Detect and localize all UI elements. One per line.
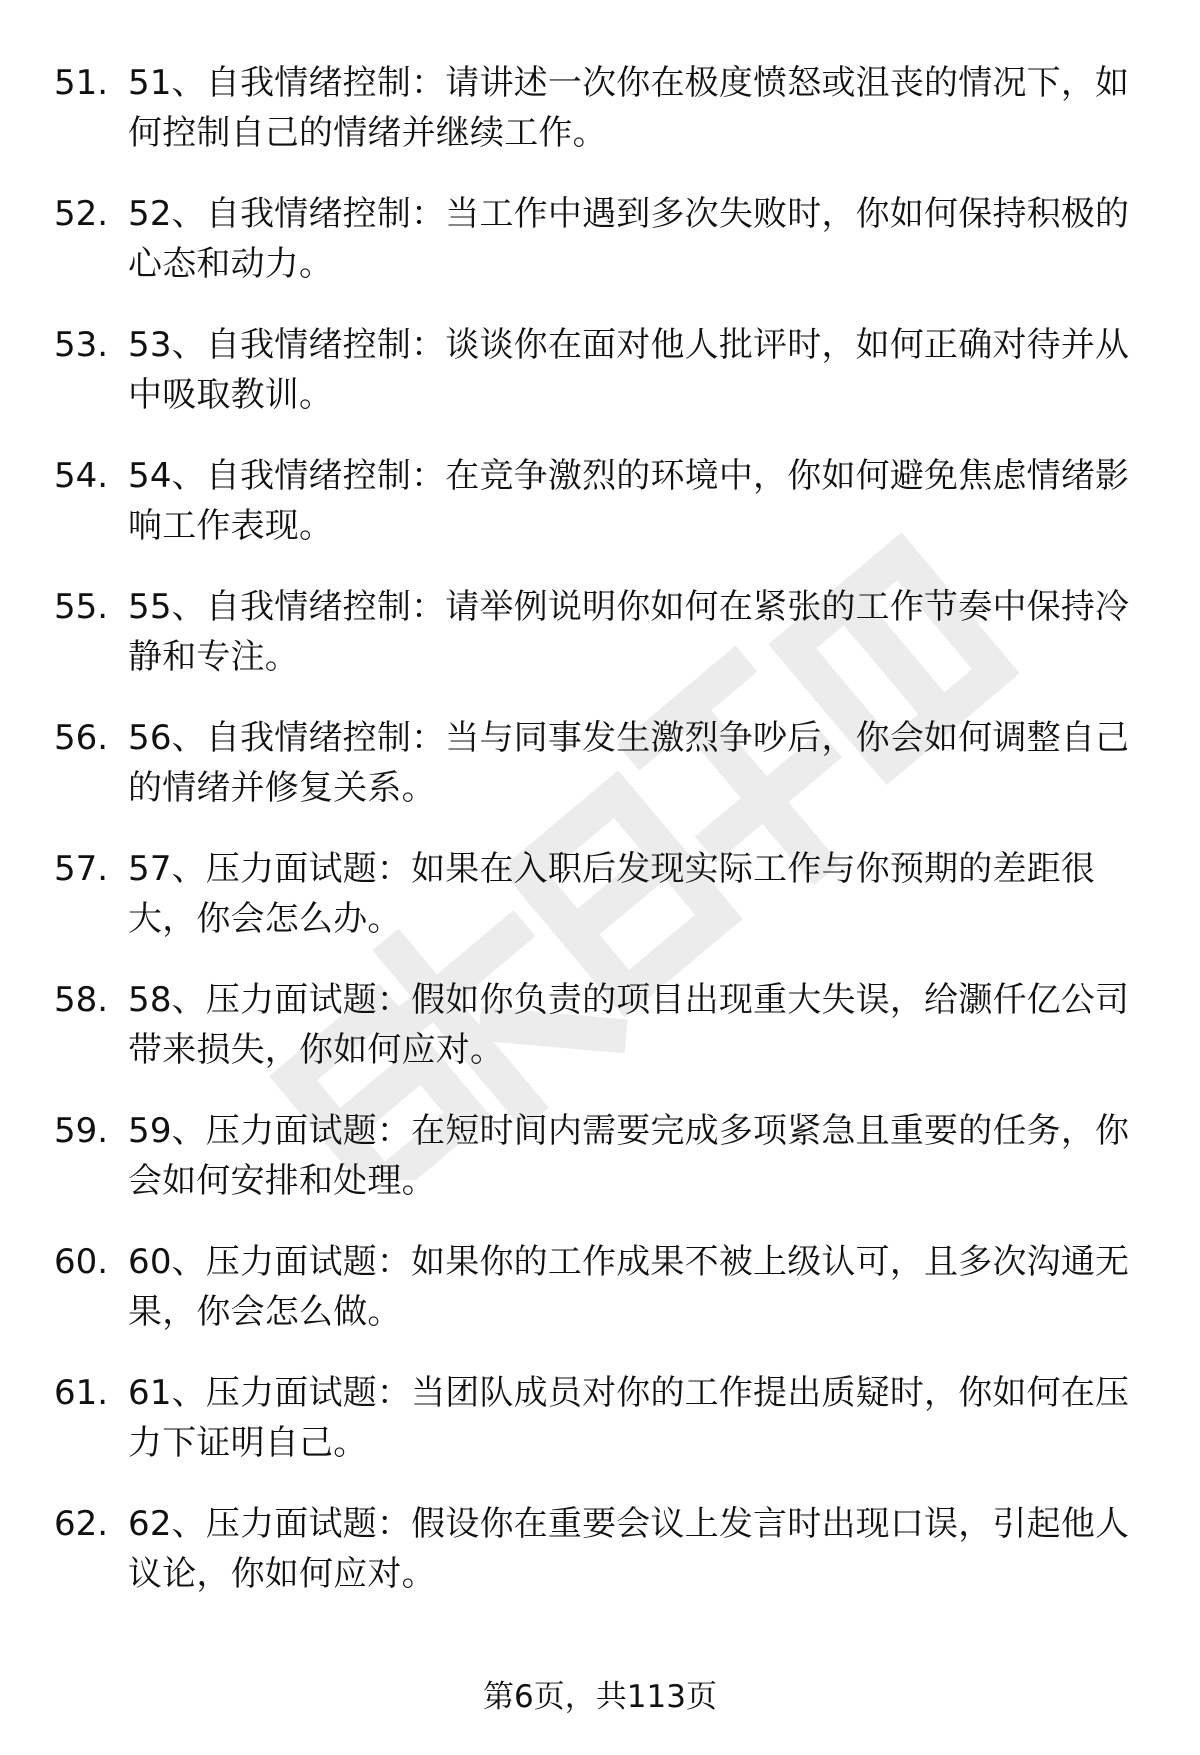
item-number: 53. <box>54 325 109 365</box>
item-number: 52. <box>54 194 109 234</box>
item-number: 60. <box>54 1242 109 1282</box>
list-item <box>0 451 1200 582</box>
list-item <box>0 1106 1200 1237</box>
item-number: 56. <box>54 718 109 758</box>
item-text: 61、压力面试题：当团队成员对你的工作提出质疑时，你如何在压力下证明自己。 <box>128 1373 1130 1463</box>
item-number: 61. <box>54 1373 109 1413</box>
list-item <box>0 320 1200 451</box>
item-text: 53、自我情绪控制：谈谈你在面对他人批评时，如何正确对待并从中吸取教训。 <box>128 325 1130 415</box>
list-item <box>0 189 1200 320</box>
item-number: 51. <box>54 63 109 103</box>
item-text: 59、压力面试题：在短时间内需要完成多项紧急且重要的任务，你会如何安排和处理。 <box>128 1111 1130 1201</box>
list-item <box>0 58 1200 189</box>
item-text: 54、自我情绪控制：在竞争激烈的环境中，你如何避免焦虑情绪影响工作表现。 <box>128 456 1130 546</box>
item-number: 57. <box>54 849 109 889</box>
item-number: 55. <box>54 587 109 627</box>
item-text: 52、自我情绪控制：当工作中遇到多次失败时，你如何保持积极的心态和动力。 <box>128 194 1130 284</box>
item-text: 55、自我情绪控制：请举例说明你如何在紧张的工作节奏中保持冷静和专注。 <box>128 587 1130 677</box>
item-text: 56、自我情绪控制：当与同事发生激烈争吵后，你会如何调整自己的情绪并修复关系。 <box>128 718 1130 808</box>
item-number: 62. <box>54 1504 109 1544</box>
list-item <box>0 582 1200 713</box>
question-list <box>0 58 1200 1630</box>
item-text: 57、压力面试题：如果在入职后发现实际工作与你预期的差距很大，你会怎么办。 <box>128 849 1096 939</box>
list-item <box>0 1368 1200 1499</box>
item-number: 58. <box>54 980 109 1020</box>
list-item <box>0 1499 1200 1630</box>
list-item <box>0 1237 1200 1368</box>
item-text: 58、压力面试题：假如你负责的项目出现重大失误，给灏仟亿公司带来损失，你如何应对。 <box>128 980 1130 1070</box>
item-text: 51、自我情绪控制：请讲述一次你在极度愤怒或沮丧的情况下，如何控制自己的情绪并继续工作。 <box>128 63 1130 153</box>
list-item <box>0 713 1200 844</box>
item-text: 60、压力面试题：如果你的工作成果不被上级认可，且多次沟通无果，你会怎么做。 <box>128 1242 1130 1332</box>
page-number-footer: 第6页，共113页 <box>483 1679 717 1715</box>
item-text: 62、压力面试题：假设你在重要会议上发言时出现口误，引起他人议论，你如何应对。 <box>128 1504 1130 1594</box>
list-item <box>0 844 1200 975</box>
item-number: 54. <box>54 456 109 496</box>
list-item <box>0 975 1200 1106</box>
item-number: 59. <box>54 1111 109 1151</box>
